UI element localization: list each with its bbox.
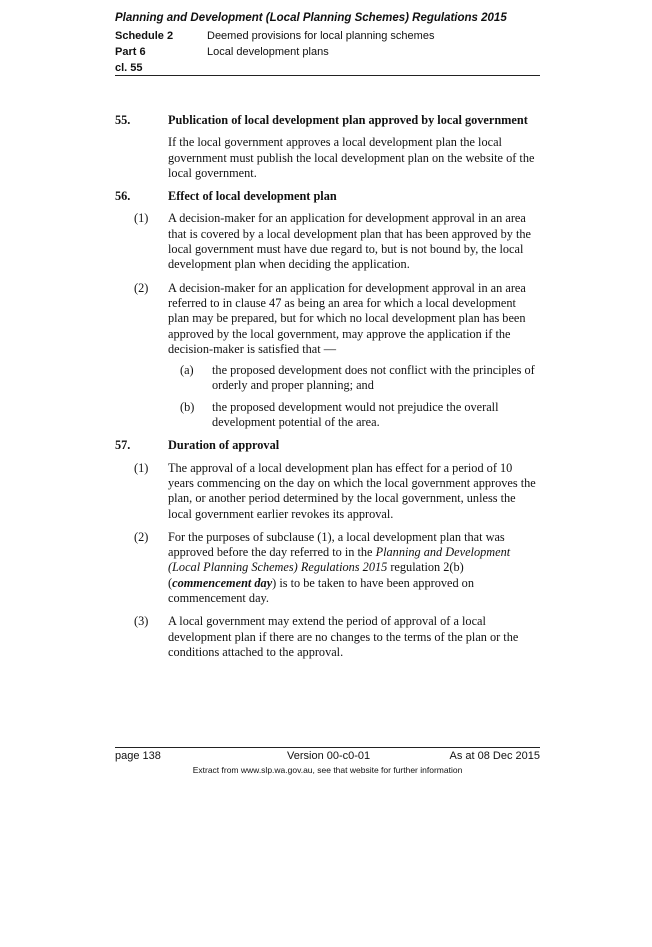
text-run: ) is to be taken to have been approved on commencement day. <box>168 575 474 606</box>
item-text: the proposed development would not prejudice the overall development potential of the area. <box>212 399 499 430</box>
as-at-date: As at 08 Dec 2015 <box>449 750 540 762</box>
header-divider <box>115 75 540 76</box>
section-title: Duration of approval <box>168 438 280 453</box>
header-row-part <box>115 46 329 58</box>
text-run: For the purposes of subclause (1), a local development plan that was approved before the day referred to in the <box>168 529 505 560</box>
paragraph-item <box>168 400 540 431</box>
subclause <box>115 461 540 522</box>
header-row-schedule <box>115 30 434 42</box>
section-heading <box>115 189 540 204</box>
section-55 <box>115 113 540 181</box>
subclause-number: (2) <box>134 280 149 295</box>
subclause <box>115 211 540 272</box>
paragraph-item <box>168 363 540 394</box>
subclause-number: (3) <box>134 614 149 629</box>
section-title: Publication of local development plan approved by local government <box>168 113 528 127</box>
subclause-text: A decision-maker for an application for development approval in an area referred to in clause 47 as being an area for which a local development plan may be prepared, but for which no local development plan has been approved by the local government, may approve the application if the decision-maker is satisfied that — <box>168 280 526 356</box>
header-key: Schedule 2 <box>115 30 174 42</box>
item-number: (a) <box>180 363 194 378</box>
section-text: If the local government approves a local development plan the local government must publish the local development plan on the website of the local government. <box>168 135 535 180</box>
subclause-number: (1) <box>134 460 149 475</box>
item-number: (b) <box>180 399 195 414</box>
subclause-number: (1) <box>134 211 149 226</box>
section-56 <box>115 189 540 430</box>
subclause <box>115 530 540 606</box>
defined-term: commencement day <box>172 575 273 590</box>
section-57 <box>115 438 540 660</box>
subclause <box>115 281 540 357</box>
document-body <box>115 113 540 668</box>
page-number: page 138 <box>115 750 161 762</box>
subclause-text: A decision-maker for an application for development approval in an area that is covered by a local development plan that has been approved by the local government must have due regard to, but is not bound by, the local development plan when deciding the application. <box>168 211 531 272</box>
header-row-clause <box>115 62 207 74</box>
subclause-number: (2) <box>134 529 149 544</box>
subclause <box>115 614 540 660</box>
document-title: Planning and Development (Local Planning Schemes) Regulations 2015 <box>115 12 507 24</box>
subclause-text: The approval of a local development plan has effect for a period of 10 years commencing on the day on which the local government approves the plan, or another period determined by the local government, unless the local government earlier revokes its approval. <box>168 460 536 521</box>
regulation-title-citation: Planning and Development (Local Planning Schemes) Regulations 2015 <box>168 545 511 575</box>
header-key: cl. 55 <box>115 62 143 74</box>
version-label: Version 00-c0-01 <box>287 750 371 762</box>
item-text: the proposed development does not conflict with the principles of orderly and proper planning; and <box>212 363 535 393</box>
subclause-text <box>168 530 540 606</box>
header-value: Local development plans <box>207 46 329 58</box>
header-value: Deemed provisions for local planning schemes <box>207 30 435 42</box>
section-heading <box>115 438 540 453</box>
section-title: Effect of local development plan <box>168 189 337 204</box>
subclause-text: A local government may extend the period of approval of a local development plan if there are no changes to the terms of the plan or the conditions attached to the approval. <box>168 614 519 659</box>
extract-notice: Extract from www.slp.wa.gov.au, see that website for further information <box>192 765 463 775</box>
section-number: 55. <box>115 113 131 127</box>
footer-divider <box>115 747 540 748</box>
section-number: 56. <box>115 189 131 204</box>
section-number: 57. <box>115 438 131 453</box>
section-heading <box>115 113 540 128</box>
header-key: Part 6 <box>115 46 146 58</box>
text-run: regulation 2(b) ( <box>168 560 464 590</box>
